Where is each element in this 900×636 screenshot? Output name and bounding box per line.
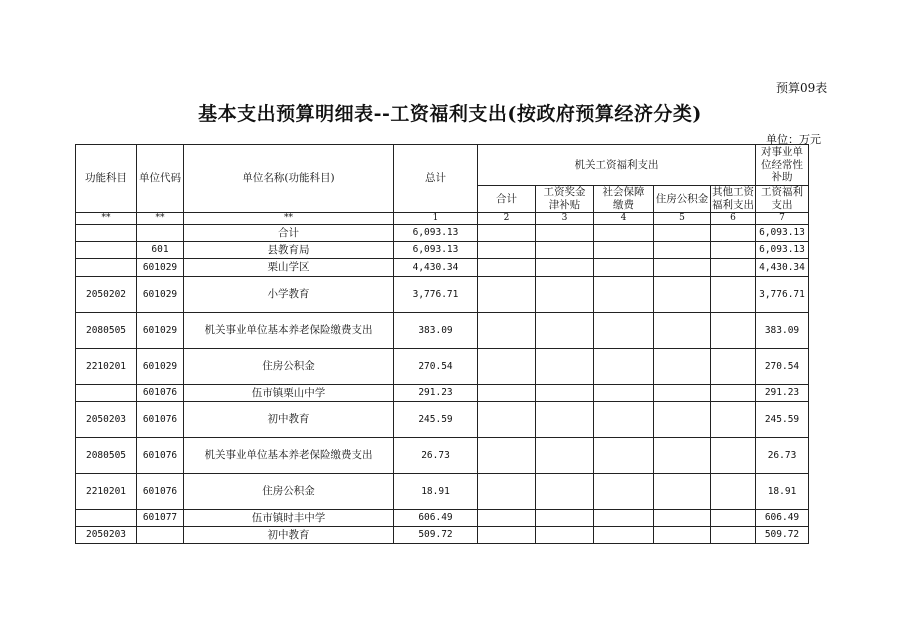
cell-total: 383.09 — [394, 313, 478, 349]
cell-unit-code: 601029 — [137, 313, 184, 349]
cell-total: 6,093.13 — [394, 225, 478, 242]
cell-social — [594, 225, 654, 242]
cell-func: 2080505 — [76, 313, 137, 349]
table-row — [76, 385, 809, 402]
cell-sum — [478, 277, 536, 313]
cell-social — [594, 349, 654, 385]
cell-housing — [654, 402, 711, 438]
cell-other — [711, 349, 756, 385]
cell-bonus — [536, 349, 594, 385]
cell-housing — [654, 527, 711, 544]
header-line: 工资奖金 — [543, 186, 586, 199]
header-line: 其他工资 — [712, 186, 754, 199]
index-cell: 4 — [594, 213, 654, 225]
cell-bonus — [536, 438, 594, 474]
cell-inst-welfare: 6,093.13 — [756, 242, 809, 259]
cell-bonus — [536, 510, 594, 527]
cell-inst-welfare: 509.72 — [756, 527, 809, 544]
cell-sum — [478, 313, 536, 349]
index-cell: ** — [184, 213, 394, 225]
cell-other — [711, 259, 756, 277]
header-line: 福利支出 — [712, 199, 754, 211]
header-unit-name: 单位名称(功能科目) — [184, 145, 394, 213]
cell-bonus — [536, 313, 594, 349]
cell-unit-code: 601029 — [137, 277, 184, 313]
cell-total: 18.91 — [394, 474, 478, 510]
cell-social — [594, 527, 654, 544]
cell-inst-welfare: 291.23 — [756, 385, 809, 402]
cell-total: 4,430.34 — [394, 259, 478, 277]
cell-unit-code: 601076 — [137, 402, 184, 438]
cell-unit-code: 601076 — [137, 474, 184, 510]
table-row — [76, 313, 809, 349]
header-line: 位经常性 — [761, 158, 803, 171]
cell-other — [711, 438, 756, 474]
cell-unit-name: 伍市镇栗山中学 — [184, 385, 394, 402]
cell-housing — [654, 225, 711, 242]
cell-total: 270.54 — [394, 349, 478, 385]
table-row — [76, 527, 809, 544]
cell-func — [76, 225, 137, 242]
header-org-welfare: 机关工资福利支出 — [478, 145, 756, 186]
cell-other — [711, 385, 756, 402]
cell-sum — [478, 349, 536, 385]
cell-func — [76, 242, 137, 259]
cell-unit-code: 601076 — [137, 385, 184, 402]
cell-unit-code — [137, 225, 184, 242]
index-cell: 2 — [478, 213, 536, 225]
unit-label: 单位：万元 — [766, 133, 821, 146]
cell-inst-welfare: 26.73 — [756, 438, 809, 474]
cell-sum — [478, 402, 536, 438]
cell-unit-name: 合计 — [184, 225, 394, 242]
cell-unit-name: 住房公积金 — [184, 349, 394, 385]
cell-sum — [478, 242, 536, 259]
cell-bonus — [536, 225, 594, 242]
index-cell: 6 — [711, 213, 756, 225]
cell-social — [594, 385, 654, 402]
index-cell: ** — [137, 213, 184, 225]
header-line: 补助 — [771, 171, 793, 184]
header-sub-bonus — [536, 186, 594, 213]
header-line: 工资福利 — [761, 186, 803, 199]
cell-social — [594, 474, 654, 510]
index-cell: 1 — [394, 213, 478, 225]
page-title: 基本支出预算明细表--工资福利支出(按政府预算经济分类) — [198, 103, 702, 125]
header-line: 津补贴 — [548, 199, 581, 211]
cell-housing — [654, 438, 711, 474]
cell-social — [594, 510, 654, 527]
table-row — [76, 225, 809, 242]
cell-social — [594, 438, 654, 474]
cell-housing — [654, 510, 711, 527]
table-row — [76, 277, 809, 313]
table-header — [76, 145, 809, 225]
cell-housing — [654, 349, 711, 385]
cell-social — [594, 313, 654, 349]
cell-inst-welfare: 245.59 — [756, 402, 809, 438]
cell-unit-name: 栗山学区 — [184, 259, 394, 277]
header-sub-social — [594, 186, 654, 213]
table-row — [76, 259, 809, 277]
header-inst-subsidy — [756, 145, 809, 186]
cell-func: 2050202 — [76, 277, 137, 313]
cell-unit-name: 初中教育 — [184, 402, 394, 438]
table-row — [76, 349, 809, 385]
cell-unit-name: 伍市镇时丰中学 — [184, 510, 394, 527]
cell-unit-code: 601077 — [137, 510, 184, 527]
cell-inst-welfare: 6,093.13 — [756, 225, 809, 242]
cell-inst-welfare: 270.54 — [756, 349, 809, 385]
cell-bonus — [536, 402, 594, 438]
cell-other — [711, 225, 756, 242]
header-sub-other — [711, 186, 756, 213]
cell-social — [594, 242, 654, 259]
cell-func: 2080505 — [76, 438, 137, 474]
cell-sum — [478, 225, 536, 242]
table-row — [76, 242, 809, 259]
cell-housing — [654, 259, 711, 277]
cell-other — [711, 510, 756, 527]
cell-total: 3,776.71 — [394, 277, 478, 313]
cell-unit-name: 机关事业单位基本养老保险缴费支出 — [184, 438, 394, 474]
cell-func — [76, 259, 137, 277]
table-row — [76, 474, 809, 510]
cell-total: 291.23 — [394, 385, 478, 402]
cell-bonus — [536, 259, 594, 277]
cell-total: 509.72 — [394, 527, 478, 544]
cell-func: 2210201 — [76, 349, 137, 385]
index-cell: 7 — [756, 213, 809, 225]
cell-total: 245.59 — [394, 402, 478, 438]
cell-sum — [478, 527, 536, 544]
index-cell: 3 — [536, 213, 594, 225]
header-func: 功能科目 — [76, 145, 137, 213]
cell-inst-welfare: 606.49 — [756, 510, 809, 527]
index-cell: ** — [76, 213, 137, 225]
cell-sum — [478, 474, 536, 510]
cell-func: 2210201 — [76, 474, 137, 510]
cell-housing — [654, 385, 711, 402]
cell-unit-code: 601029 — [137, 349, 184, 385]
cell-social — [594, 402, 654, 438]
cell-unit-code: 601 — [137, 242, 184, 259]
header-total: 总计 — [394, 145, 478, 213]
cell-func — [76, 510, 137, 527]
cell-sum — [478, 438, 536, 474]
cell-social — [594, 259, 654, 277]
cell-unit-code: 601076 — [137, 438, 184, 474]
cell-housing — [654, 474, 711, 510]
table-row — [76, 510, 809, 527]
cell-other — [711, 402, 756, 438]
table-body — [76, 225, 809, 544]
cell-bonus — [536, 385, 594, 402]
cell-inst-welfare: 383.09 — [756, 313, 809, 349]
cell-sum — [478, 385, 536, 402]
header-sub-sum: 合计 — [478, 186, 536, 213]
cell-total: 6,093.13 — [394, 242, 478, 259]
header-line: 支出 — [771, 199, 793, 211]
cell-unit-name: 机关事业单位基本养老保险缴费支出 — [184, 313, 394, 349]
cell-bonus — [536, 474, 594, 510]
cell-sum — [478, 259, 536, 277]
cell-housing — [654, 313, 711, 349]
cell-unit-name: 初中教育 — [184, 527, 394, 544]
table-row — [76, 438, 809, 474]
header-line: 对事业单 — [761, 146, 803, 159]
cell-func: 2050203 — [76, 402, 137, 438]
budget-table — [75, 144, 809, 544]
cell-bonus — [536, 242, 594, 259]
cell-other — [711, 474, 756, 510]
cell-unit-name: 小学教育 — [184, 277, 394, 313]
cell-other — [711, 527, 756, 544]
cell-inst-welfare: 18.91 — [756, 474, 809, 510]
header-sub-inst — [756, 186, 809, 213]
cell-unit-name: 住房公积金 — [184, 474, 394, 510]
cell-sum — [478, 510, 536, 527]
cell-other — [711, 277, 756, 313]
cell-unit-code: 601029 — [137, 259, 184, 277]
header-line: 缴费 — [613, 199, 634, 211]
cell-inst-welfare: 4,430.34 — [756, 259, 809, 277]
cell-total: 26.73 — [394, 438, 478, 474]
cell-unit-name: 县教育局 — [184, 242, 394, 259]
cell-other — [711, 313, 756, 349]
cell-inst-welfare: 3,776.71 — [756, 277, 809, 313]
index-cell: 5 — [654, 213, 711, 225]
header-sub-housing: 住房公积金 — [654, 186, 711, 213]
cell-housing — [654, 277, 711, 313]
cell-bonus — [536, 277, 594, 313]
cell-social — [594, 277, 654, 313]
header-line: 社会保障 — [602, 186, 645, 199]
header-unit-code: 单位代码 — [137, 145, 184, 213]
table-row — [76, 402, 809, 438]
table-code: 预算09表 — [776, 81, 828, 95]
cell-func: 2050203 — [76, 527, 137, 544]
cell-func — [76, 385, 137, 402]
cell-other — [711, 242, 756, 259]
cell-bonus — [536, 527, 594, 544]
cell-total: 606.49 — [394, 510, 478, 527]
cell-housing — [654, 242, 711, 259]
cell-unit-code — [137, 527, 184, 544]
